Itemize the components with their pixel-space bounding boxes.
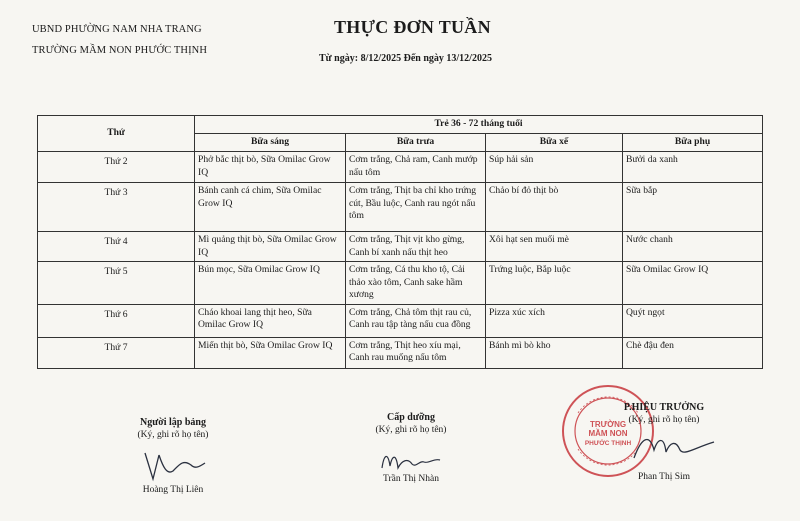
col-afternoon-header: Bữa xế xyxy=(486,134,623,152)
table-row xyxy=(38,304,763,337)
snack-cell: Nước chanh xyxy=(623,232,763,262)
day-cell: Thứ 7 xyxy=(38,337,195,368)
snack-cell: Sữa bắp xyxy=(623,183,763,232)
principal-handwritten-signature xyxy=(624,428,724,468)
afternoon-cell: Bánh mì bò kho xyxy=(486,337,623,368)
col-lunch-header: Bữa trưa xyxy=(346,134,486,152)
afternoon-cell: Súp hải sản xyxy=(486,152,623,183)
afternoon-cell: Pizza xúc xích xyxy=(486,304,623,337)
col-breakfast-header: Bữa sáng xyxy=(195,134,346,152)
breakfast-cell: Cháo khoai lang thịt heo, Sữa Omilac Grow IQ xyxy=(195,304,346,337)
table-row xyxy=(38,232,763,262)
lunch-cell: Cơm trắng, Thịt ba chỉ kho trứng cút, Bầu luộc, Canh rau ngót nấu tôm xyxy=(346,183,486,232)
preparer-name: Hoàng Thị Liên xyxy=(142,485,204,495)
table-row xyxy=(38,152,763,183)
table-row xyxy=(38,183,763,232)
principal-role: P.HIỆU TRƯỞNG xyxy=(623,402,705,413)
day-cell: Thứ 5 xyxy=(38,262,195,305)
lunch-cell: Cơm trắng, Chả tôm thịt rau củ, Canh rau tập tàng nấu cua đồng xyxy=(346,304,486,337)
day-cell: Thứ 2 xyxy=(38,152,195,183)
table-row xyxy=(38,337,763,368)
afternoon-cell: Xôi hạt sen muối mè xyxy=(486,232,623,262)
snack-cell: Chè đậu đen xyxy=(623,337,763,368)
preparer-role: Người lập bảng xyxy=(139,417,206,428)
lunch-cell: Cơm trắng, Chả ram, Canh mướp nấu tôm xyxy=(346,152,486,183)
breakfast-cell: Bún mọc, Sữa Omilac Grow IQ xyxy=(195,262,346,305)
snack-cell: Bưởi da xanh xyxy=(623,152,763,183)
age-group-header: Trẻ 36 - 72 tháng tuổi xyxy=(195,116,763,134)
day-header: Thứ xyxy=(38,116,195,152)
cook-name: Trần Thị Nhàn xyxy=(383,474,439,484)
table-row xyxy=(38,262,763,305)
preparer-handwritten-signature xyxy=(133,445,213,485)
org-line-1: UBND PHƯỜNG NAM NHA TRANG xyxy=(32,24,202,35)
lunch-cell: Cơm trắng, Thịt vịt kho gừng, Canh bí xanh nấu thịt heo xyxy=(346,232,486,262)
day-cell: Thứ 4 xyxy=(38,232,195,262)
breakfast-cell: Miến thịt bò, Sữa Omilac Grow IQ xyxy=(195,337,346,368)
day-cell: Thứ 3 xyxy=(38,183,195,232)
principal-note: (Ký, ghi rõ họ tên) xyxy=(628,415,700,425)
date-range: Từ ngày: 8/12/2025 Đến ngày 13/12/2025 xyxy=(319,53,492,64)
principal-signature-block xyxy=(604,402,724,512)
cook-handwritten-signature xyxy=(374,442,454,478)
preparer-note: (Ký, ghi rõ họ tên) xyxy=(137,430,209,440)
cook-note: (Ký, ghi rõ họ tên) xyxy=(375,425,447,435)
col-snack-header: Bữa phụ xyxy=(623,134,763,152)
breakfast-cell: Bánh canh cá chim, Sữa Omilac Grow IQ xyxy=(195,183,346,232)
snack-cell: Sữa Omilac Grow IQ xyxy=(623,262,763,305)
breakfast-cell: Phở bắc thịt bò, Sữa Omilac Grow IQ xyxy=(195,152,346,183)
svg-text:TRƯỜNG: TRƯỜNG xyxy=(589,420,627,429)
menu-table xyxy=(37,115,763,369)
org-line-2: TRƯỜNG MẦM NON PHƯỚC THỊNH xyxy=(32,45,208,56)
page-title: THỰC ĐƠN TUẦN xyxy=(334,17,491,37)
afternoon-cell: Trứng luộc, Bắp luộc xyxy=(486,262,623,305)
cook-role: Cấp dưỡng xyxy=(387,412,435,423)
svg-text:MẦM NON: MẦM NON xyxy=(588,429,628,438)
day-cell: Thứ 6 xyxy=(38,304,195,337)
svg-text:PHƯỚC THỊNH: PHƯỚC THỊNH xyxy=(584,440,632,447)
snack-cell: Quýt ngọt xyxy=(623,304,763,337)
breakfast-cell: Mì quảng thịt bò, Sữa Omilac Grow IQ xyxy=(195,232,346,262)
cook-signature-block xyxy=(346,412,476,512)
afternoon-cell: Chảo bí đỏ thịt bò xyxy=(486,183,623,232)
lunch-cell: Cơm trắng, Cá thu kho tộ, Cải thảo xào tôm, Canh sake hầm xương xyxy=(346,262,486,305)
principal-name: Phan Thị Sim xyxy=(637,472,691,482)
lunch-cell: Cơm trắng, Thịt heo xíu mại, Canh rau muống nấu tôm xyxy=(346,337,486,368)
preparer-signature-block xyxy=(108,417,238,517)
